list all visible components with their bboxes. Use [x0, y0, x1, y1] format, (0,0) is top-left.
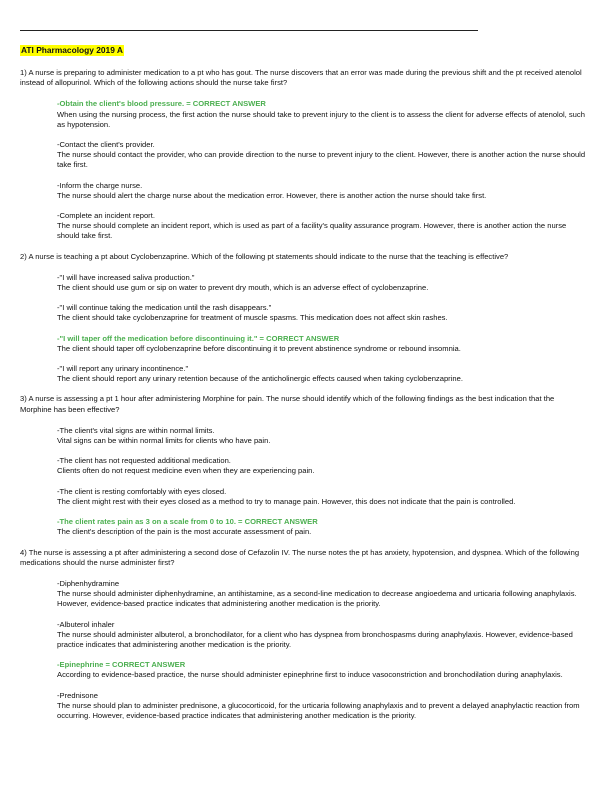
answer-option: [57, 334, 586, 354]
option-explanation: Vital signs can be within normal limits for clients who have pain.: [57, 436, 271, 446]
answer-option: [57, 364, 586, 384]
option-label: -Inform the charge nurse.: [57, 180, 143, 190]
answer-option: [57, 691, 586, 722]
answer-option: [57, 517, 586, 537]
header-rule: [20, 30, 478, 31]
option-label: -"I will have increased saliva production.": [57, 272, 195, 282]
option-label-correct: -The client rates pain as 3 on a scale from 0 to 10. = CORRECT ANSWER: [57, 517, 318, 527]
option-list: [57, 99, 586, 241]
option-label: -"I will report any urinary incontinence.": [57, 364, 189, 374]
answer-option: [57, 99, 586, 130]
answer-option: [57, 660, 586, 680]
option-explanation: The client should use gum or sip on water to prevent dry mouth, which is an adverse effect of cyclobenzaprine.: [57, 283, 429, 293]
option-explanation: Clients often do not request medicine even when they are experiencing pain.: [57, 466, 315, 476]
document-title: ATI Pharmacology 2019 A: [21, 45, 123, 55]
option-label-correct: -"I will taper off the medication before discontinuing it." = CORRECT ANSWER: [57, 333, 340, 343]
question-text: 2) A nurse is teaching a pt about Cyclobenzaprine. Which of the following pt statements should indicate to the nurse that the teaching is effective?: [20, 251, 509, 261]
question-text: 4) The nurse is assessing a pt after administering a second dose of Cefazolin IV. The nurse notes the pt has anxiety, hypotension, and dyspnea. Which of the following medications should the nurse administer first?: [20, 547, 580, 567]
option-label: -Contact the client's provider.: [57, 140, 155, 150]
option-explanation: The nurse should administer albuterol, a bronchodilator, for a client who has dyspnea from bronchospasms during anaphylaxis. However, evidence-based practice indicates that administering another medication is the priority.: [57, 629, 573, 649]
option-label-correct: -Epinephrine = CORRECT ANSWER: [57, 660, 186, 670]
answer-option: [57, 426, 586, 446]
answer-option: [57, 211, 586, 242]
document-body: [20, 68, 586, 731]
option-label: -Prednisone: [57, 690, 98, 700]
answer-option: [57, 620, 586, 651]
option-label-correct: -Obtain the client's blood pressure. = CORRECT ANSWER: [57, 99, 266, 109]
option-label: -The client is resting comfortably with eyes closed.: [57, 486, 227, 496]
option-explanation: According to evidence-based practice, the nurse should administer epinephrine first to induce vasoconstriction and bronchodilation during anaphylaxis.: [57, 670, 563, 680]
option-list: [57, 426, 586, 538]
answer-option: [57, 303, 586, 323]
option-explanation: The nurse should complete an incident report, which is used as part of a facility's quality assurance program. However, there is another action the nurse should take first.: [57, 221, 567, 241]
option-explanation: The client should taper off cyclobenzaprine before discontinuing it to prevent abstinence syndrome or rebound insomnia.: [57, 343, 461, 353]
option-label: -Albuterol inhaler: [57, 619, 115, 629]
answer-option: [57, 579, 586, 610]
option-explanation: When using the nursing process, the first action the nurse should take to prevent injury to the client is to assess the client for adverse effects of atenolol, such as hypotension.: [57, 109, 585, 129]
question-block: [20, 394, 586, 537]
question-block: [20, 68, 586, 242]
answer-option: [57, 456, 586, 476]
question-text: 3) A nurse is assessing a pt 1 hour after administering Morphine for pain. The nurse should identify which of the following findings as the best indication that the Morphine has been effective?: [20, 394, 555, 414]
option-explanation: The nurse should contact the provider, who can provide direction to the nurse to prevent injury to the client. However, there is another action the nurse should take first.: [57, 150, 586, 170]
option-explanation: The client should report any urinary retention because of the anticholinergic effects caused when taking cyclobenzaprine.: [57, 374, 463, 384]
answer-option: [57, 181, 586, 201]
option-list: [57, 579, 586, 721]
answer-option: [57, 487, 586, 507]
answer-option: [57, 273, 586, 293]
option-explanation: The client's description of the pain is the most accurate assessment of pain.: [57, 527, 312, 537]
option-explanation: The nurse should administer diphenhydramine, an antihistamine, as a second-line medication to decrease angioedema and urticaria following anaphylaxis. However, evidence-based practice indicates that administering another medication is the priority.: [57, 589, 577, 609]
option-list: [57, 273, 586, 385]
option-explanation: The nurse should alert the charge nurse about the medication error. However, there is another action the nurse should take first.: [57, 190, 487, 200]
question-block: [20, 548, 586, 722]
option-label: -The client has not requested additional medication.: [57, 456, 231, 466]
answer-option: [57, 140, 586, 171]
option-label: -"I will continue taking the medication until the rash disappears.": [57, 303, 272, 313]
question-block: [20, 252, 586, 385]
option-explanation: The client should take cyclobenzaprine for treatment of muscle spasms. This medication does not affect skin rashes.: [57, 313, 448, 323]
option-explanation: The nurse should plan to administer prednisone, a glucocorticoid, for the urticaria following anaphylaxis and to prevent a delayed anaphylactic reaction from occurring. However, evidence-based practice indicates that administering another medication is the priority.: [57, 700, 580, 720]
option-label: -Complete an incident report.: [57, 211, 155, 221]
option-label: -The client's vital signs are within normal limits.: [57, 425, 215, 435]
question-text: 1) A nurse is preparing to administer medication to a pt who has gout. The nurse discovers that an error was made during the previous shift and the pt received atenolol instead of allopurinol. Which of the following actions should the nurse take first?: [20, 68, 582, 88]
option-label: -Diphenhydramine: [57, 578, 120, 588]
option-explanation: The client might rest with their eyes closed as a method to try to manage pain. However, this does not indicate that the pain is controlled.: [57, 496, 516, 506]
